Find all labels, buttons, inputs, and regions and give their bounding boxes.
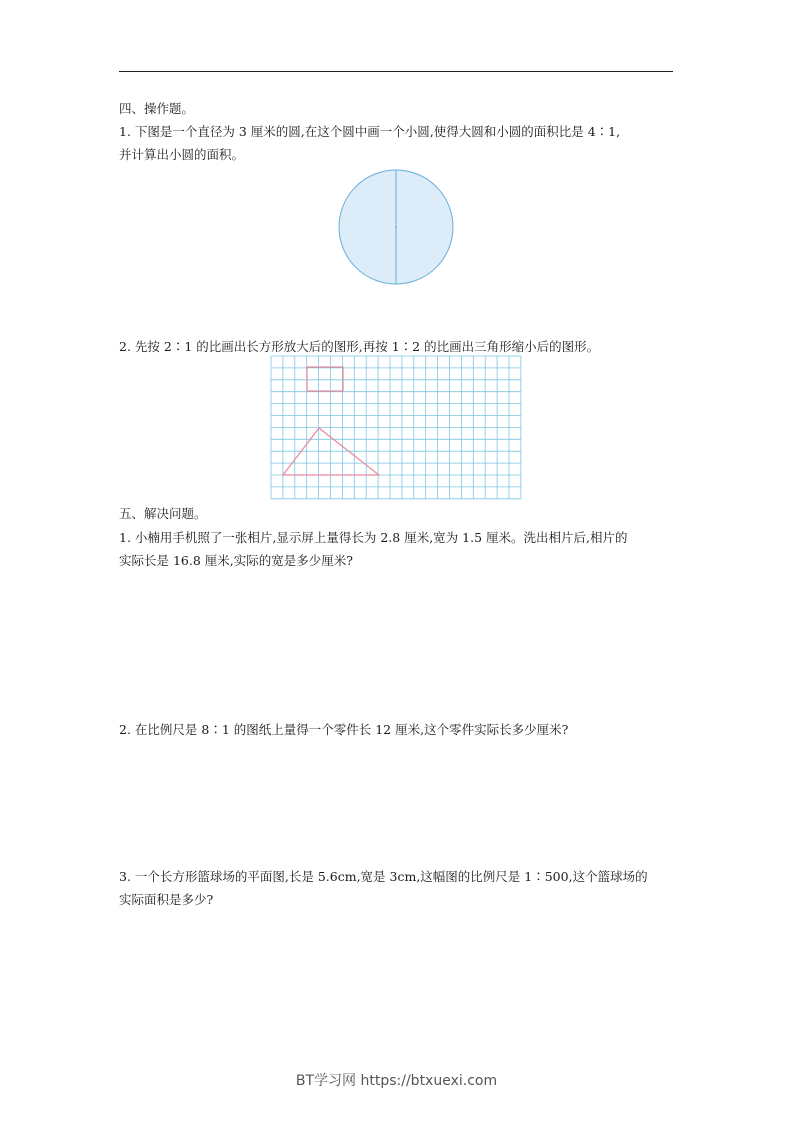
section-5-title: 五、解决问题。 [119,506,207,521]
header-rule [119,71,673,72]
question-4-1-line-2: 并计算出小圆的面积。 [119,147,245,162]
question-4-1-line-1: 1. 下图是一个直径为 3 厘米的圆,在这个圆中画一个小圆,使得大圆和小圆的面积比是 4∶1, [119,124,621,139]
question-4-2-line-1: 2. 先按 2∶1 的比画出长方形放大后的图形,再按 1∶2 的比画出三角形缩小后的图形。 [119,339,600,354]
circle-center [395,226,397,228]
big-circle [339,170,453,284]
question-5-1-line-1: 1. 小楠用手机照了一张相片,显示屏上量得长为 2.8 厘米,宽为 1.5 厘米。洗出相片后,相片的 [119,530,628,545]
grid-lines [271,356,521,499]
triangle-shape [283,428,379,475]
question-5-3-line-2: 实际面积是多少? [119,892,214,907]
footer-watermark: BT学习网 https://btxuexi.com [295,1073,498,1089]
rectangle-shape [307,367,343,391]
section-4-title: 四、操作题。 [119,101,195,116]
question-5-1-line-2: 实际长是 16.8 厘米,实际的宽是多少厘米? [119,553,353,568]
question-5-3-line-1: 3. 一个长方形篮球场的平面图,长是 5.6cm,宽是 3cm,这幅图的比例尺是 1∶500,这个篮球场的 [119,869,648,884]
question-5-2-line-1: 2. 在比例尺是 8∶1 的图纸上量得一个零件长 12 厘米,这个零件实际长多少厘米? [119,722,569,737]
